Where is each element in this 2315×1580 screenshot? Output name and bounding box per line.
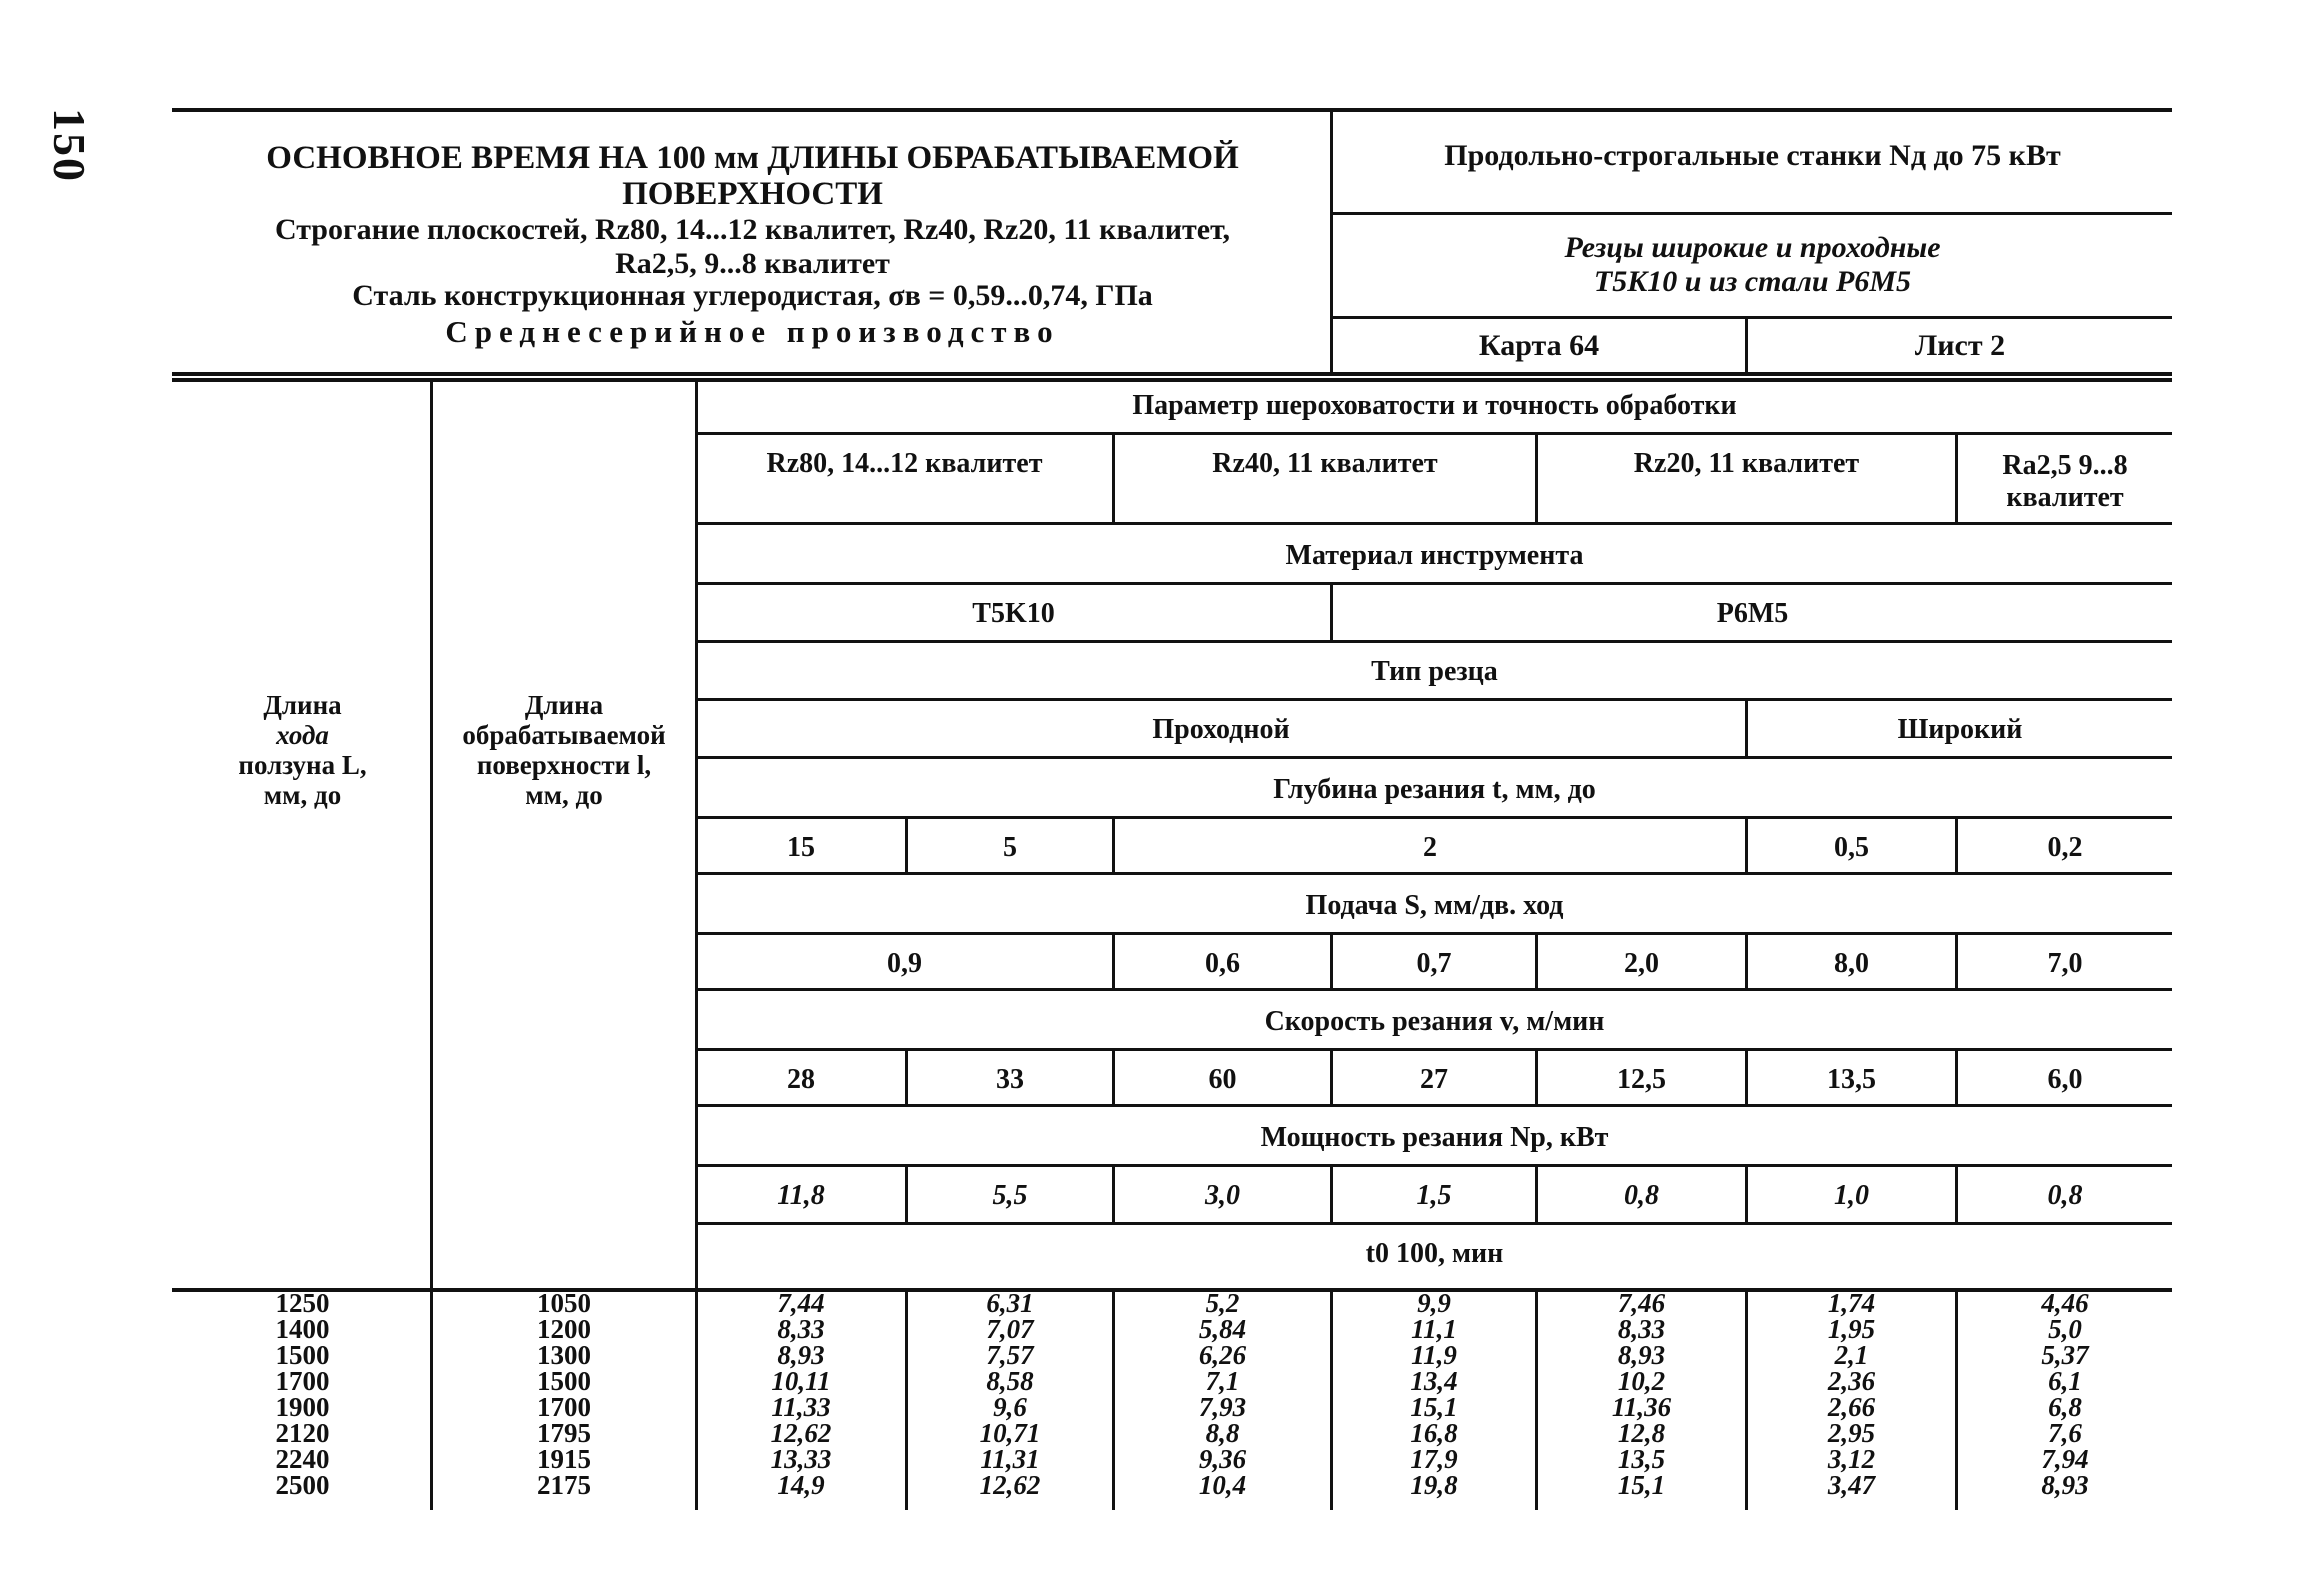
header-l-line-1: Длина [524, 690, 604, 720]
power-7: 0,8 [2047, 1180, 2083, 1211]
table-cell: 1400 [275, 1314, 330, 1344]
table-cell: 15,1 [1410, 1392, 1458, 1422]
table-cell: 7,46 [1617, 1288, 1666, 1318]
speed-4: 27 [1420, 1064, 1448, 1095]
page-number: 150 [44, 108, 95, 183]
rule-g [697, 816, 2172, 819]
table-cell: 2120 [275, 1418, 330, 1448]
roughness-4-line-2: квалитет [2006, 482, 2124, 513]
material-2: P6M5 [1716, 598, 1789, 629]
header-right-rule-1 [1330, 212, 2172, 215]
header-top-rule [172, 108, 2172, 112]
power-title: Мощность резания Nр, кВт [1260, 1122, 1609, 1153]
table-cell: 8,33 [1617, 1314, 1666, 1344]
table-cell: 19,8 [1410, 1470, 1458, 1500]
material-title: Материал инструмента [1285, 540, 1584, 571]
table-cell: 14,9 [777, 1470, 825, 1500]
feed-4: 2,0 [1624, 948, 1659, 979]
table-cell: 1200 [537, 1314, 591, 1344]
table-cell: 1700 [275, 1366, 330, 1396]
depth-5: 0,2 [2047, 832, 2083, 863]
column-5 [1538, 1290, 1745, 1498]
feed-3: 0,7 [1416, 948, 1452, 979]
roughness-title: Параметр шероховатости и точность обработки [1132, 390, 1737, 421]
table-cell: 2,1 [1834, 1340, 1869, 1370]
table-cell: 2175 [537, 1470, 591, 1500]
table-cell: 1500 [537, 1366, 591, 1396]
rule-j [697, 988, 2172, 991]
depth-3: 2 [1423, 832, 1437, 863]
power-2: 5,5 [992, 1180, 1028, 1211]
header-l [433, 690, 695, 810]
table-cell: 7,44 [777, 1288, 825, 1318]
table-cell: 1,74 [1827, 1288, 1876, 1318]
table-cell: 7,57 [986, 1340, 1034, 1370]
table-cell: 5,2 [1205, 1288, 1240, 1318]
depth-4: 0,5 [1834, 832, 1869, 863]
speed-6: 13,5 [1827, 1064, 1876, 1095]
production-type: Среднесерийное производство [445, 314, 1060, 349]
power-6: 1,0 [1834, 1180, 1869, 1211]
column-L [175, 1290, 430, 1498]
header-divider [1330, 108, 1333, 376]
rule-m [697, 1164, 2172, 1167]
card-number: Карта 64 [1478, 329, 1600, 362]
subtitle-line-3: Сталь конструкционная углеродистая, σв = 0,59...0,74, ГПа [352, 279, 1153, 312]
column-3 [1115, 1290, 1330, 1498]
table-cell: 3,47 [1827, 1470, 1876, 1500]
cutter-title: Тип резца [1371, 656, 1498, 687]
title-line-1: ОСНОВНОЕ ВРЕМЯ НА 100 мм ДЛИНЫ ОБРАБАТЫВАЕМОЙ [266, 140, 1239, 176]
roughness-4-line-1: Ra2,5 9...8 [2002, 450, 2128, 481]
card-sheet-divider [1745, 316, 1748, 374]
table-cell: 1700 [537, 1392, 591, 1422]
header-l-line-2: обрабатываемой [462, 720, 666, 750]
rule-f [697, 756, 2172, 759]
speed-title: Скорость резания v, м/мин [1264, 1006, 1605, 1037]
header-l-line-3: поверхности l, [476, 750, 652, 780]
rule-k [697, 1048, 2172, 1051]
table-cell: 6,8 [2048, 1392, 2082, 1422]
power-3: 3,0 [1205, 1180, 1240, 1211]
subtitle-line-2: Ra2,5, 9...8 квалитет [615, 247, 890, 280]
rule-d [697, 640, 2172, 643]
rule-e [697, 698, 2172, 701]
feed-1: 0,9 [887, 948, 922, 979]
table-cell: 7,93 [1198, 1392, 1247, 1422]
table-cell: 13,33 [770, 1444, 832, 1474]
rule-b [697, 522, 2172, 525]
column-l [433, 1290, 695, 1498]
table-cell: 1795 [537, 1418, 591, 1448]
time-title: t0 100, мин [1365, 1238, 1504, 1269]
feed-5: 8,0 [1834, 948, 1869, 979]
header-l-line-4: мм, до [525, 780, 603, 810]
table-cell: 3,12 [1827, 1444, 1876, 1474]
table-cell: 9,36 [1198, 1444, 1247, 1474]
table-cell: 8,93 [777, 1340, 825, 1370]
subtitle-line-1: Строгание плоскостей, Rz80, 14...12 квалитет, Rz40, Rz20, 11 квалитет, [274, 213, 1231, 246]
header-right-rule-2 [1330, 316, 2172, 319]
table-cell: 5,37 [2041, 1340, 2089, 1370]
table-top-rule [172, 378, 2172, 382]
header-L-line-4: мм, до [263, 780, 342, 810]
table-cell: 7,94 [2041, 1444, 2089, 1474]
table-cell: 9,9 [1417, 1288, 1451, 1318]
table-cell: 1500 [275, 1340, 330, 1370]
table-cell: 11,1 [1411, 1314, 1457, 1344]
table-cell: 10,71 [979, 1418, 1041, 1448]
table-cell: 10,4 [1198, 1470, 1247, 1500]
rule-i [697, 932, 2172, 935]
table-cell: 2240 [275, 1444, 330, 1474]
table-cell: 8,8 [1205, 1418, 1240, 1448]
table-cell: 7,07 [986, 1314, 1034, 1344]
table-cell: 11,36 [1611, 1392, 1672, 1422]
material-1: T5K10 [972, 598, 1055, 629]
speed-2: 33 [996, 1064, 1024, 1095]
power-4: 1,5 [1416, 1180, 1452, 1211]
table-cell: 2,66 [1827, 1392, 1876, 1422]
table-cell: 5,84 [1198, 1314, 1247, 1344]
rule-l [697, 1104, 2172, 1107]
table-cell: 11,33 [771, 1392, 831, 1422]
table-cell: 8,33 [777, 1314, 825, 1344]
table-cell: 13,5 [1617, 1444, 1666, 1474]
speed-1: 28 [787, 1064, 815, 1095]
feed-title: Подача S, мм/дв. ход [1305, 890, 1564, 921]
header-L-line-1: Длина [263, 690, 342, 720]
table-cell: 11,9 [1411, 1340, 1457, 1370]
depth-1: 15 [787, 832, 815, 863]
column-2 [908, 1290, 1112, 1498]
feed-6: 7,0 [2047, 948, 2083, 979]
table-cell: 17,9 [1410, 1444, 1458, 1474]
table-cell: 2,36 [1827, 1366, 1876, 1396]
speed-3: 60 [1208, 1064, 1237, 1095]
table-cell: 12,62 [770, 1418, 832, 1448]
rule-n [697, 1222, 2172, 1225]
table-cell: 1915 [537, 1444, 591, 1474]
machine-type: Продольно-строгальные станки Nд до 75 кВт [1444, 139, 2061, 172]
power-5: 0,8 [1624, 1180, 1659, 1211]
cutter-1: Проходной [1152, 714, 1290, 745]
table-cell: 6,26 [1198, 1340, 1247, 1370]
header-L-line-2: хода [276, 720, 329, 750]
table-cell: 1900 [275, 1392, 330, 1422]
tools-line-1: Резцы широкие и проходные [1564, 231, 1941, 264]
table-cell: 2500 [275, 1470, 330, 1500]
table-cell: 15,1 [1617, 1470, 1666, 1500]
table-cell: 1050 [537, 1288, 591, 1318]
table-cell: 1,95 [1827, 1314, 1876, 1344]
tools-line-2: T5K10 и из стали P6M5 [1593, 265, 1912, 298]
table-cell: 11,31 [980, 1444, 1040, 1474]
table-cell: 8,93 [2041, 1470, 2089, 1500]
table-cell: 10,2 [1617, 1366, 1666, 1396]
table-cell: 8,93 [1617, 1340, 1666, 1370]
table-cell: 6,1 [2048, 1366, 2082, 1396]
feed-2: 0,6 [1205, 948, 1240, 979]
roughness-2: Rz40, 11 квалитет [1212, 448, 1438, 479]
cutter-2: Широкий [1897, 714, 2023, 745]
column-7 [1958, 1290, 2172, 1498]
table-cell: 4,46 [2041, 1288, 2089, 1318]
table-cell: 13,4 [1410, 1366, 1458, 1396]
speed-7: 6,0 [2047, 1064, 2083, 1095]
column-6 [1748, 1290, 1955, 1498]
table-cell: 7,1 [1205, 1366, 1240, 1396]
depth-title: Глубина резания t, мм, до [1273, 774, 1596, 805]
table-cell: 2,95 [1827, 1418, 1876, 1448]
title-line-2: ПОВЕРХНОСТИ [622, 176, 883, 212]
table-cell: 16,8 [1410, 1418, 1458, 1448]
table-cell: 6,31 [986, 1288, 1034, 1318]
rule-a [697, 432, 2172, 435]
depth-2: 5 [1003, 832, 1017, 863]
rule-c [697, 582, 2172, 585]
table-cell: 1300 [537, 1340, 591, 1370]
table-cell: 1250 [275, 1288, 330, 1318]
column-1 [697, 1290, 905, 1498]
roughness-1: Rz80, 14...12 квалитет [766, 448, 1043, 479]
table-cell: 12,62 [979, 1470, 1041, 1500]
header-L-line-3: ползуна L, [238, 750, 367, 780]
rule-h [697, 872, 2172, 875]
table-cell: 8,58 [986, 1366, 1034, 1396]
table-cell: 7,6 [2048, 1418, 2082, 1448]
power-1: 11,8 [777, 1180, 825, 1211]
table-cell: 12,8 [1617, 1418, 1666, 1448]
table-cell: 9,6 [993, 1392, 1027, 1422]
header-bottom-rule [172, 372, 2172, 376]
table-cell: 5,0 [2048, 1314, 2082, 1344]
column-4 [1333, 1290, 1535, 1498]
sheet-number: Лист 2 [1914, 329, 2006, 362]
table-cell: 10,11 [771, 1366, 831, 1396]
roughness-3: Rz20, 11 квалитет [1633, 448, 1860, 479]
speed-5: 12,5 [1617, 1064, 1666, 1095]
header-L [175, 690, 430, 810]
